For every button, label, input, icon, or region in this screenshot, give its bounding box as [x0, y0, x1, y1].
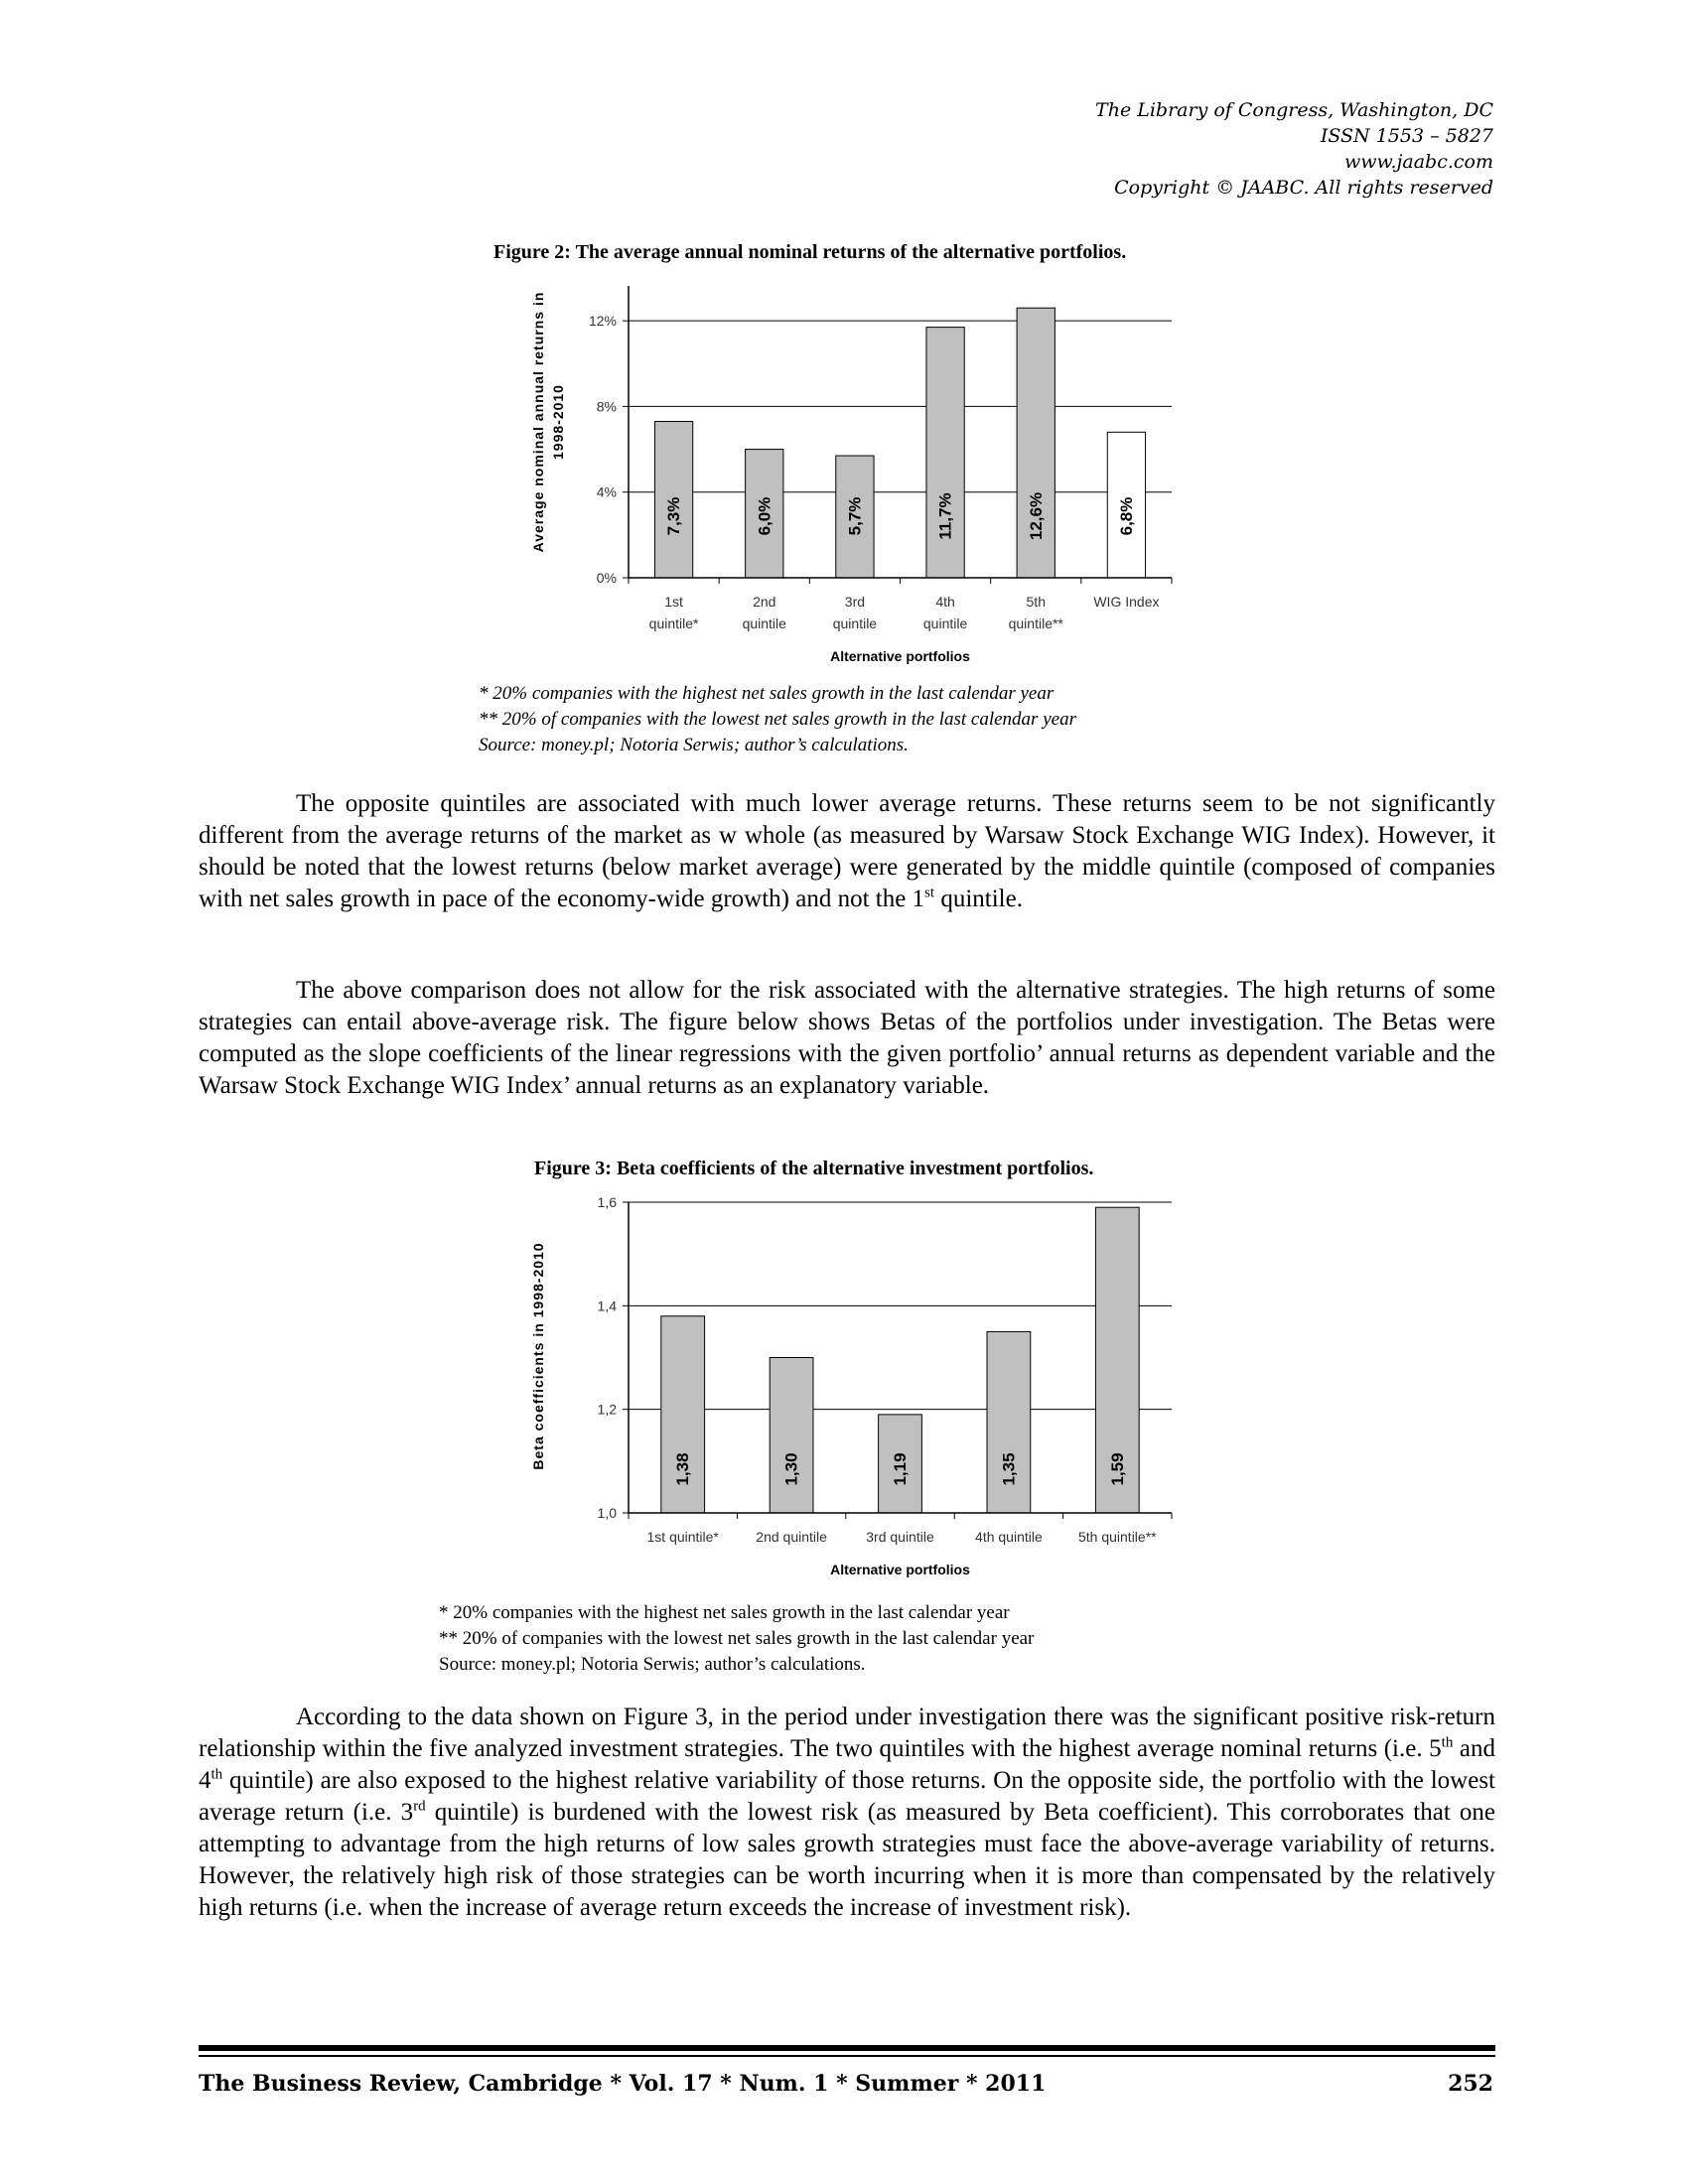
paragraph2-text: The above comparison does not allow for the risk associated with the alternative strategies. The high returns of some strategies can entail above-average risk. The figure below shows Betas of the portfolios under investigation. The Betas were computed as the slope coefficients of the linear regressions with the given portfolio’ annual returns as dependent variable and the Warsaw Stock Exchange WIG Index’ annual returns as an explanatory variable. [199, 977, 1495, 1099]
x-category-label: 2nd [753, 594, 776, 610]
y-tick-label: 4% [596, 483, 617, 500]
bar-value-label: 1,19 [891, 1452, 910, 1486]
bar-value-label: 1,30 [781, 1452, 801, 1486]
figure2-caption: Figure 2: The average annual nominal returns of the alternative portfolios. [493, 241, 1127, 263]
y-tick-label: 1,4 [597, 1297, 617, 1314]
paragraph1-text: The opposite quintiles are associated with much lower average returns. These returns seem to be not significantly different from the average returns of the market as w whole (as measured by Warsaw Stock Exchange WIG Index). However, it should be noted that the lowest returns (below market average) were generated by the middle quintile (composed of companies with net sales growth in pace of the economy-wide growth) and not the 1 [199, 790, 1495, 912]
figure3-source: Source: money.pl; Notoria Serwis; author’s calculations. [439, 1654, 866, 1675]
x-category-label: quintile [922, 615, 968, 631]
x-category-label: quintile** [1008, 615, 1063, 631]
paragraph3-text-2: and 4 [199, 1735, 1495, 1794]
bar-value-label: 6,8% [1116, 496, 1136, 536]
x-category-label: 2nd quintile [756, 1529, 827, 1545]
x-category-label: 4th [935, 594, 955, 610]
figure2-source: Source: money.pl; Notoria Serwis; author’s calculations. [479, 735, 909, 755]
x-axis-title: Alternative portfolios [830, 648, 970, 664]
x-category-label: 4th quintile [975, 1529, 1043, 1545]
y-axis-title: Average nominal annual returns in [530, 291, 546, 553]
bar-value-label: 7,3% [664, 496, 684, 536]
header-line-library: The Library of Congress, Washington, DC [1095, 99, 1493, 121]
figure3-notes [439, 1600, 1034, 1678]
journal-header [798, 97, 1493, 201]
paragraph-opposite-quintiles [199, 788, 1495, 915]
paragraph3-sup-3: rd [413, 1798, 426, 1815]
footer-rule-thick [199, 2045, 1495, 2051]
paragraph3-text-1: According to the data shown on Figure 3, in the period under investigation there was the significant positive risk-return relationship within the five analyzed investment strategies. The two quintiles with the highest average nominal returns (i.e. 5 [199, 1704, 1495, 1762]
x-category-label: 3rd quintile [866, 1529, 934, 1545]
y-axis-title: Beta coefficients in 1998-2010 [530, 1242, 546, 1470]
bar-value-label: 12,6% [1026, 491, 1046, 541]
footer-journal-info: The Business Review, Cambridge * Vol. 17 * Num. 1 * Summer * 2011 [199, 2071, 1047, 2097]
figure2-returns-bar-chart [516, 278, 1192, 675]
y-tick-label: 1,0 [597, 1505, 617, 1521]
x-category-label: quintile [742, 615, 786, 631]
bar-value-label: 6,0% [755, 496, 774, 536]
page-number: 252 [1448, 2071, 1493, 2097]
figure2-note-2: ** 20% of companies with the lowest net sales growth in the last calendar year [479, 709, 1076, 730]
paragraph1-sup: st [924, 885, 935, 901]
bar-value-label: 5,7% [845, 496, 865, 536]
header-line-copyright: Copyright © JAABC. All rights reserved [1114, 177, 1493, 199]
x-category-label: 3rd [844, 594, 866, 610]
paragraph-risk-comparison [199, 975, 1495, 1102]
x-category-label: 5th quintile** [1077, 1529, 1157, 1545]
y-tick-label: 1,2 [597, 1401, 617, 1418]
y-tick-label: 1,6 [597, 1194, 617, 1210]
y-tick-label: 12% [588, 313, 617, 330]
y-tick-label: 0% [596, 570, 617, 586]
figure3-note-2: ** 20% of companies with the lowest net sales growth in the last calendar year [439, 1628, 1035, 1649]
x-category-label: quintile* [648, 615, 699, 631]
x-category-label: 1st [664, 594, 683, 610]
x-category-label: 5th [1026, 594, 1046, 610]
header-line-website: www.jaabc.com [1343, 151, 1493, 173]
x-category-label: WIG Index [1093, 594, 1160, 610]
paragraph-risk-return-relationship [199, 1702, 1495, 1924]
paragraph3-sup-1: th [1441, 1734, 1454, 1751]
paragraph3-text-4: quintile) is burdened with the lowest risk (as measured by Beta coefficient). This corroborates that one attempting to advantage from the high returns of low sales growth strategies must face the above-average variability of returns. However, the relatively high risk of those strategies can be worth incurring when it is more than compensated by the relatively high returns (i.e. when the increase of average return exceeds the increase of investment risk). [199, 1799, 1495, 1921]
bar-value-label: 1,35 [999, 1452, 1019, 1486]
footer-rule-thin [199, 2055, 1495, 2057]
bar-value-label: 1,38 [673, 1452, 693, 1486]
y-axis-title: 1998-2010 [550, 384, 566, 460]
bar-value-label: 1,59 [1107, 1452, 1127, 1486]
figure2-note-1: * 20% companies with the highest net sales growth in the last calendar year [479, 683, 1055, 704]
bar-value-label: 11,7% [935, 492, 955, 540]
figure3-caption: Figure 3: Beta coefficients of the alternative investment portfolios. [534, 1158, 1094, 1179]
bar [770, 1358, 813, 1514]
paragraph1-tail: quintile. [934, 886, 1023, 912]
x-axis-title: Alternative portfolios [830, 1562, 970, 1577]
paragraph3-sup-2: th [211, 1766, 223, 1783]
x-category-label: 1st quintile* [646, 1529, 719, 1545]
figure2-notes [479, 681, 1076, 758]
header-line-issn: ISSN 1553 – 5827 [1320, 125, 1493, 147]
figure3-beta-bar-chart [516, 1187, 1192, 1590]
x-category-label: quintile [832, 615, 878, 631]
y-tick-label: 8% [596, 398, 617, 415]
figure3-note-1: * 20% companies with the highest net sales growth in the last calendar year [439, 1602, 1010, 1623]
paragraph3-text-3: quintile) are also exposed to the highest relative variability of those returns. On the opposite side, the portfolio with the lowest average return (i.e. 3 [199, 1767, 1495, 1826]
